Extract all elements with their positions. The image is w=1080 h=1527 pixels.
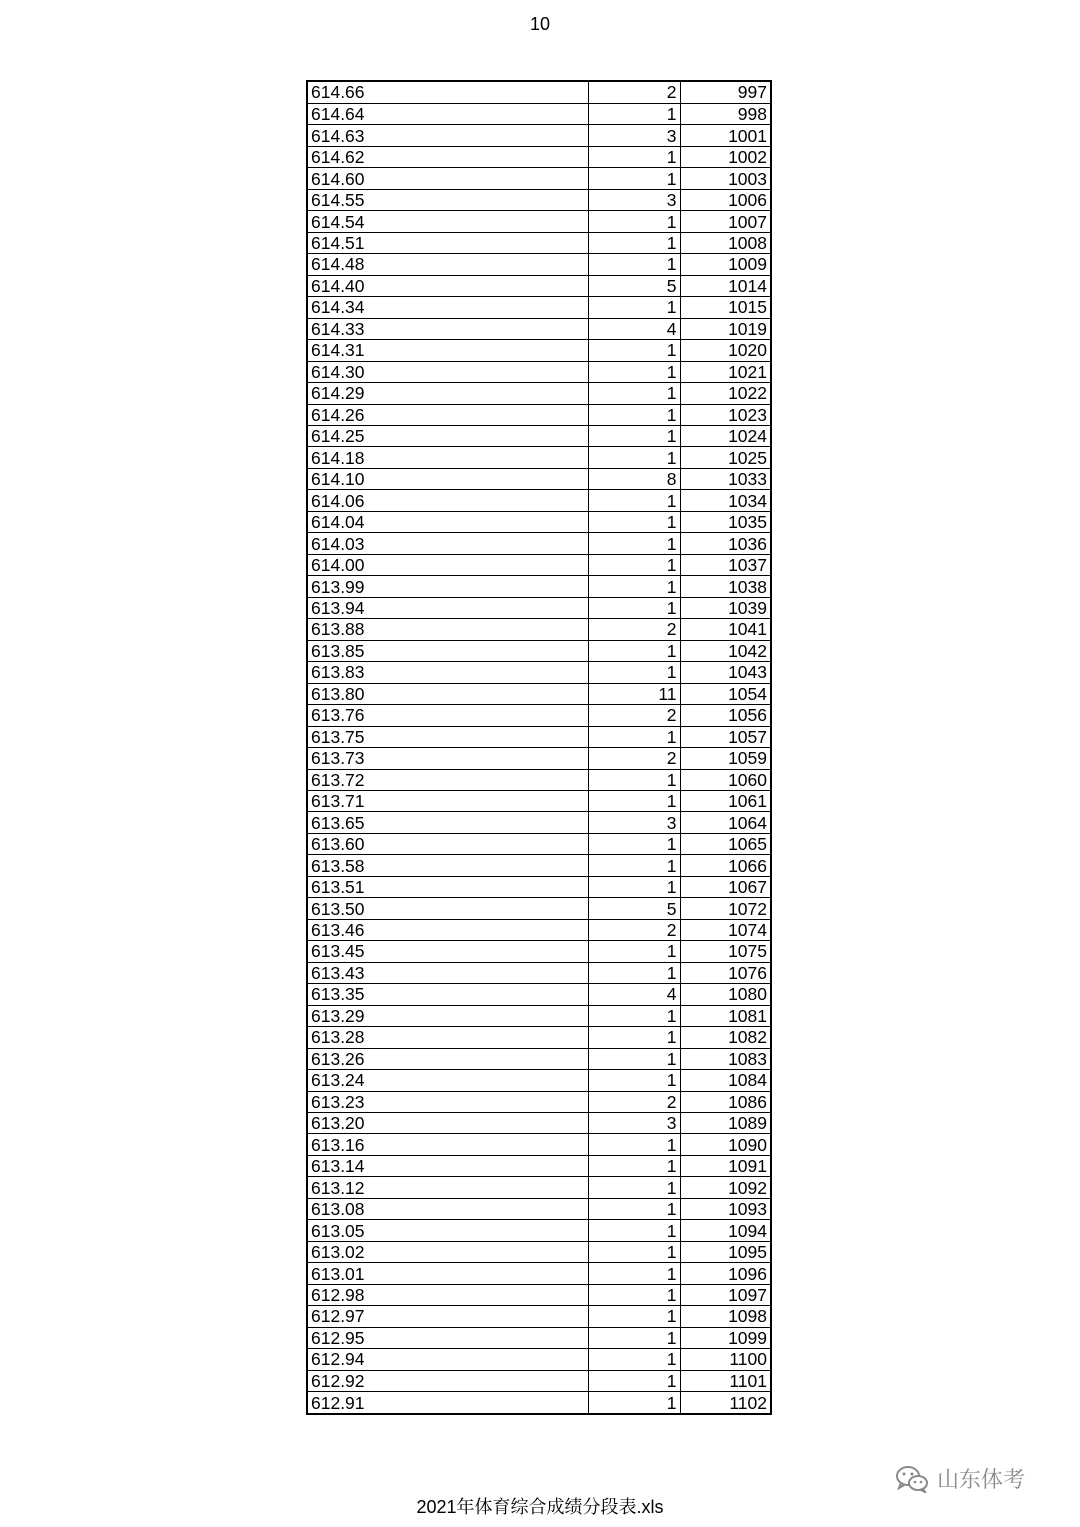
score-cell: 614.04 <box>308 511 588 532</box>
score-cell: 613.83 <box>308 662 588 683</box>
cumulative-cell: 1089 <box>680 1113 770 1134</box>
table-row <box>308 297 770 318</box>
count-cell: 1 <box>588 576 680 597</box>
score-cell: 613.08 <box>308 1198 588 1219</box>
cumulative-cell: 1057 <box>680 726 770 747</box>
score-cell: 614.06 <box>308 490 588 511</box>
table-row <box>308 919 770 940</box>
count-cell: 1 <box>588 404 680 425</box>
cumulative-cell: 1009 <box>680 254 770 275</box>
score-cell: 613.46 <box>308 919 588 940</box>
score-cell: 613.05 <box>308 1220 588 1241</box>
cumulative-cell: 1095 <box>680 1241 770 1262</box>
file-name: 2021年体育综合成绩分段表.xls <box>416 1497 664 1517</box>
score-cell: 614.66 <box>308 82 588 103</box>
score-cell: 613.65 <box>308 812 588 833</box>
score-cell: 613.43 <box>308 962 588 983</box>
table-row <box>308 640 770 661</box>
cumulative-cell: 1041 <box>680 619 770 640</box>
score-cell: 612.94 <box>308 1349 588 1370</box>
count-cell: 1 <box>588 640 680 661</box>
score-table <box>306 80 772 1415</box>
count-cell: 1 <box>588 361 680 382</box>
table-row <box>308 726 770 747</box>
cumulative-cell: 1037 <box>680 554 770 575</box>
count-cell: 1 <box>588 1027 680 1048</box>
cumulative-cell: 1099 <box>680 1327 770 1348</box>
cumulative-cell: 1080 <box>680 984 770 1005</box>
table-row <box>308 1070 770 1091</box>
score-cell: 613.45 <box>308 941 588 962</box>
score-cell: 614.51 <box>308 232 588 253</box>
count-cell: 1 <box>588 554 680 575</box>
score-cell: 612.92 <box>308 1370 588 1391</box>
count-cell: 1 <box>588 490 680 511</box>
table-row <box>308 404 770 425</box>
table-row <box>308 1113 770 1134</box>
table-row <box>308 705 770 726</box>
score-cell: 613.02 <box>308 1241 588 1262</box>
cumulative-cell: 1008 <box>680 232 770 253</box>
cumulative-cell: 1072 <box>680 898 770 919</box>
count-cell: 1 <box>588 726 680 747</box>
table-row <box>308 103 770 124</box>
count-cell: 1 <box>588 1392 680 1413</box>
count-cell: 1 <box>588 103 680 124</box>
count-cell: 1 <box>588 1134 680 1155</box>
table-row <box>308 1284 770 1305</box>
cumulative-cell: 1092 <box>680 1177 770 1198</box>
table-row <box>308 876 770 897</box>
count-cell: 3 <box>588 125 680 146</box>
cumulative-cell: 1003 <box>680 168 770 189</box>
count-cell: 1 <box>588 232 680 253</box>
score-cell: 614.63 <box>308 125 588 146</box>
count-cell: 1 <box>588 1070 680 1091</box>
table-row <box>308 361 770 382</box>
cumulative-cell: 1081 <box>680 1005 770 1026</box>
count-cell: 1 <box>588 533 680 554</box>
table-row <box>308 769 770 790</box>
table-row <box>308 662 770 683</box>
cumulative-cell: 1059 <box>680 748 770 769</box>
score-cell: 613.75 <box>308 726 588 747</box>
cumulative-cell: 1094 <box>680 1220 770 1241</box>
table-row <box>308 790 770 811</box>
table-row <box>308 597 770 618</box>
cumulative-cell: 1100 <box>680 1349 770 1370</box>
count-cell: 1 <box>588 597 680 618</box>
table-row <box>308 1392 770 1413</box>
table-row <box>308 426 770 447</box>
table-row <box>308 683 770 704</box>
table-row <box>308 82 770 103</box>
table-row <box>308 447 770 468</box>
table-row <box>308 1327 770 1348</box>
cumulative-cell: 1020 <box>680 340 770 361</box>
count-cell: 2 <box>588 1091 680 1112</box>
cumulative-cell: 1098 <box>680 1306 770 1327</box>
watermark <box>895 1463 1025 1494</box>
cumulative-cell: 998 <box>680 103 770 124</box>
count-cell: 2 <box>588 748 680 769</box>
count-cell: 1 <box>588 941 680 962</box>
count-cell: 3 <box>588 812 680 833</box>
score-cell: 614.25 <box>308 426 588 447</box>
cumulative-cell: 1074 <box>680 919 770 940</box>
score-cell: 613.85 <box>308 640 588 661</box>
cumulative-cell: 1084 <box>680 1070 770 1091</box>
count-cell: 1 <box>588 1327 680 1348</box>
cumulative-cell: 1007 <box>680 211 770 232</box>
table-row <box>308 833 770 854</box>
cumulative-cell: 1067 <box>680 876 770 897</box>
count-cell: 1 <box>588 1177 680 1198</box>
count-cell: 5 <box>588 898 680 919</box>
count-cell: 1 <box>588 855 680 876</box>
score-cell: 612.98 <box>308 1284 588 1305</box>
score-cell: 613.73 <box>308 748 588 769</box>
wechat-icon <box>895 1465 929 1493</box>
score-cell: 613.28 <box>308 1027 588 1048</box>
table-row <box>308 1177 770 1198</box>
cumulative-cell: 1021 <box>680 361 770 382</box>
score-cell: 614.00 <box>308 554 588 575</box>
score-cell: 613.14 <box>308 1155 588 1176</box>
count-cell: 1 <box>588 1155 680 1176</box>
score-cell: 614.03 <box>308 533 588 554</box>
cumulative-cell: 1076 <box>680 962 770 983</box>
table-row <box>308 468 770 489</box>
table-row <box>308 340 770 361</box>
table-row <box>308 232 770 253</box>
count-cell: 1 <box>588 833 680 854</box>
count-cell: 2 <box>588 82 680 103</box>
cumulative-cell: 1091 <box>680 1155 770 1176</box>
cumulative-cell: 1043 <box>680 662 770 683</box>
cumulative-cell: 1014 <box>680 275 770 296</box>
count-cell: 3 <box>588 1113 680 1134</box>
score-cell: 613.72 <box>308 769 588 790</box>
cumulative-cell: 1082 <box>680 1027 770 1048</box>
score-cell: 613.12 <box>308 1177 588 1198</box>
table-row <box>308 812 770 833</box>
table-row <box>308 1048 770 1069</box>
score-cell: 614.48 <box>308 254 588 275</box>
count-cell: 1 <box>588 1048 680 1069</box>
score-table-body <box>308 82 770 1413</box>
cumulative-cell: 1065 <box>680 833 770 854</box>
table-row <box>308 318 770 339</box>
score-cell: 613.20 <box>308 1113 588 1134</box>
count-cell: 1 <box>588 1349 680 1370</box>
cumulative-cell: 1036 <box>680 533 770 554</box>
watermark-text: 山东体考 <box>937 1467 1026 1492</box>
score-cell: 613.51 <box>308 876 588 897</box>
cumulative-cell: 1034 <box>680 490 770 511</box>
cumulative-cell: 1001 <box>680 125 770 146</box>
cumulative-cell: 1025 <box>680 447 770 468</box>
count-cell: 2 <box>588 705 680 726</box>
table-row <box>308 984 770 1005</box>
cumulative-cell: 1096 <box>680 1263 770 1284</box>
score-cell: 613.88 <box>308 619 588 640</box>
cumulative-cell: 1101 <box>680 1370 770 1391</box>
table-row <box>308 189 770 210</box>
cumulative-cell: 1033 <box>680 468 770 489</box>
cumulative-cell: 1006 <box>680 189 770 210</box>
table-row <box>308 941 770 962</box>
table-row <box>308 576 770 597</box>
score-cell: 613.01 <box>308 1263 588 1284</box>
score-cell: 613.71 <box>308 790 588 811</box>
score-cell: 613.58 <box>308 855 588 876</box>
score-cell: 613.26 <box>308 1048 588 1069</box>
cumulative-cell: 1066 <box>680 855 770 876</box>
cumulative-cell: 1022 <box>680 383 770 404</box>
cumulative-cell: 1061 <box>680 790 770 811</box>
table-row <box>308 1027 770 1048</box>
count-cell: 1 <box>588 340 680 361</box>
count-cell: 4 <box>588 318 680 339</box>
score-cell: 613.76 <box>308 705 588 726</box>
count-cell: 11 <box>588 683 680 704</box>
table-row <box>308 1263 770 1284</box>
score-cell: 613.80 <box>308 683 588 704</box>
score-cell: 613.35 <box>308 984 588 1005</box>
count-cell: 1 <box>588 1220 680 1241</box>
score-cell: 613.24 <box>308 1070 588 1091</box>
score-cell: 614.26 <box>308 404 588 425</box>
count-cell: 2 <box>588 619 680 640</box>
cumulative-cell: 1056 <box>680 705 770 726</box>
count-cell: 1 <box>588 168 680 189</box>
count-cell: 1 <box>588 1306 680 1327</box>
cumulative-cell: 997 <box>680 82 770 103</box>
cumulative-cell: 1075 <box>680 941 770 962</box>
cumulative-cell: 1035 <box>680 511 770 532</box>
table-row <box>308 1370 770 1391</box>
table-row <box>308 1198 770 1219</box>
score-cell: 612.95 <box>308 1327 588 1348</box>
score-cell: 613.23 <box>308 1091 588 1112</box>
count-cell: 1 <box>588 769 680 790</box>
count-cell: 1 <box>588 1198 680 1219</box>
table-row <box>308 383 770 404</box>
cumulative-cell: 1002 <box>680 146 770 167</box>
score-cell: 612.91 <box>308 1392 588 1413</box>
score-cell: 614.10 <box>308 468 588 489</box>
cumulative-cell: 1023 <box>680 404 770 425</box>
score-cell: 614.30 <box>308 361 588 382</box>
count-cell: 1 <box>588 383 680 404</box>
count-cell: 1 <box>588 962 680 983</box>
score-cell: 614.31 <box>308 340 588 361</box>
score-cell: 614.62 <box>308 146 588 167</box>
table-row <box>308 962 770 983</box>
table-row <box>308 254 770 275</box>
score-cell: 614.33 <box>308 318 588 339</box>
table-row <box>308 1306 770 1327</box>
cumulative-cell: 1083 <box>680 1048 770 1069</box>
count-cell: 3 <box>588 189 680 210</box>
table-row <box>308 1349 770 1370</box>
count-cell: 1 <box>588 662 680 683</box>
score-cell: 614.29 <box>308 383 588 404</box>
table-row <box>308 1005 770 1026</box>
table-row <box>308 855 770 876</box>
score-cell: 613.50 <box>308 898 588 919</box>
cumulative-cell: 1090 <box>680 1134 770 1155</box>
table-row <box>308 275 770 296</box>
table-row <box>308 619 770 640</box>
count-cell: 4 <box>588 984 680 1005</box>
score-cell: 614.60 <box>308 168 588 189</box>
cumulative-cell: 1015 <box>680 297 770 318</box>
score-cell: 614.55 <box>308 189 588 210</box>
cumulative-cell: 1086 <box>680 1091 770 1112</box>
count-cell: 8 <box>588 468 680 489</box>
count-cell: 1 <box>588 1241 680 1262</box>
score-cell: 613.29 <box>308 1005 588 1026</box>
table-row <box>308 211 770 232</box>
score-cell: 613.60 <box>308 833 588 854</box>
table-row <box>308 146 770 167</box>
table-row <box>308 125 770 146</box>
score-cell: 614.54 <box>308 211 588 232</box>
count-cell: 1 <box>588 1005 680 1026</box>
cumulative-cell: 1024 <box>680 426 770 447</box>
cumulative-cell: 1019 <box>680 318 770 339</box>
score-cell: 614.18 <box>308 447 588 468</box>
table-row <box>308 1155 770 1176</box>
table-row <box>308 1134 770 1155</box>
table-row <box>308 898 770 919</box>
count-cell: 1 <box>588 790 680 811</box>
count-cell: 1 <box>588 876 680 897</box>
table-row <box>308 554 770 575</box>
table-row <box>308 490 770 511</box>
cumulative-cell: 1060 <box>680 769 770 790</box>
score-cell: 613.94 <box>308 597 588 618</box>
table-row <box>308 511 770 532</box>
cumulative-cell: 1064 <box>680 812 770 833</box>
table-row <box>308 1220 770 1241</box>
page-number: 10 <box>529 14 551 34</box>
table-row <box>308 1241 770 1262</box>
cumulative-cell: 1093 <box>680 1198 770 1219</box>
score-cell: 614.34 <box>308 297 588 318</box>
cumulative-cell: 1042 <box>680 640 770 661</box>
table-row <box>308 533 770 554</box>
score-cell: 614.40 <box>308 275 588 296</box>
cumulative-cell: 1039 <box>680 597 770 618</box>
score-cell: 613.16 <box>308 1134 588 1155</box>
cumulative-cell: 1038 <box>680 576 770 597</box>
table-row <box>308 748 770 769</box>
count-cell: 5 <box>588 275 680 296</box>
score-cell: 614.64 <box>308 103 588 124</box>
count-cell: 2 <box>588 919 680 940</box>
score-cell: 612.97 <box>308 1306 588 1327</box>
count-cell: 1 <box>588 254 680 275</box>
count-cell: 1 <box>588 146 680 167</box>
count-cell: 1 <box>588 426 680 447</box>
cumulative-cell: 1097 <box>680 1284 770 1305</box>
count-cell: 1 <box>588 1284 680 1305</box>
count-cell: 1 <box>588 211 680 232</box>
count-cell: 1 <box>588 1263 680 1284</box>
cumulative-cell: 1102 <box>680 1392 770 1413</box>
score-cell: 613.99 <box>308 576 588 597</box>
cumulative-cell: 1054 <box>680 683 770 704</box>
count-cell: 1 <box>588 511 680 532</box>
table-row <box>308 1091 770 1112</box>
count-cell: 1 <box>588 297 680 318</box>
count-cell: 1 <box>588 447 680 468</box>
table-row <box>308 168 770 189</box>
count-cell: 1 <box>588 1370 680 1391</box>
